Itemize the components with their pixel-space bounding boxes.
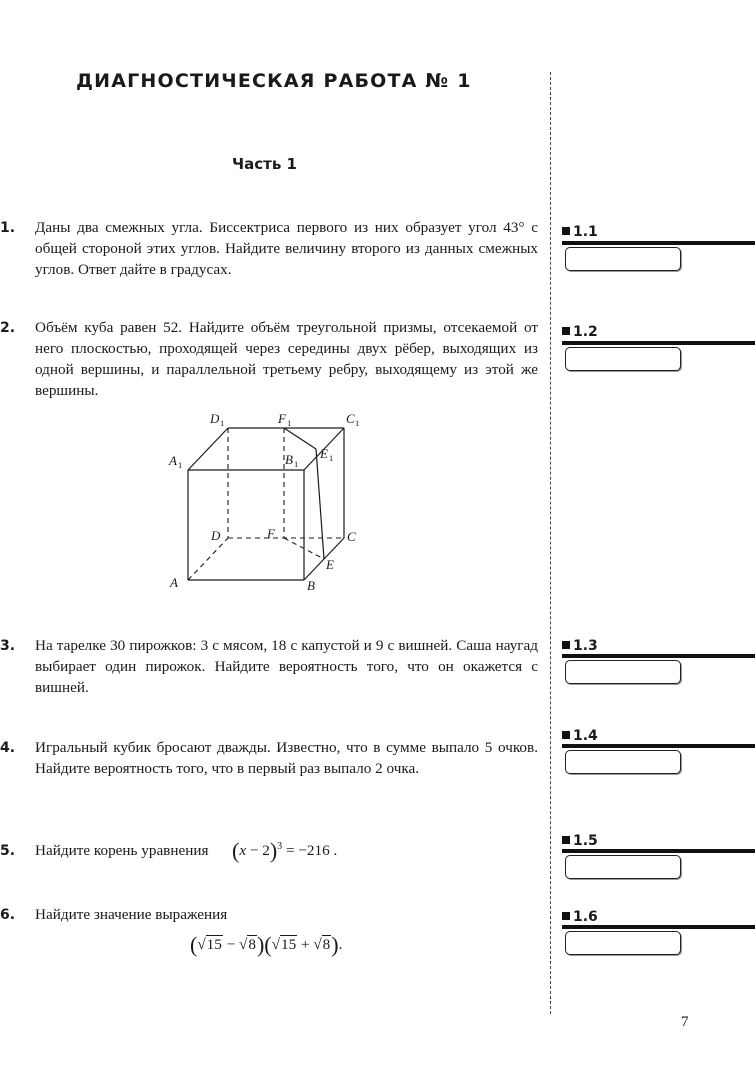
label-E1: E	[320, 446, 328, 461]
period: .	[338, 936, 343, 953]
question-number-1: 1.	[0, 220, 16, 236]
open-paren-1: (	[190, 932, 198, 957]
open-paren: (	[232, 838, 240, 863]
question-number-3: 3.	[0, 638, 16, 654]
answer-label-2	[562, 324, 598, 340]
close-paren-2: )	[331, 932, 339, 957]
label-E1-sub: 1	[329, 453, 334, 463]
question-text-1: Даны два смежных угла. Биссектриса первого из них образует угол 43° с общей стороной этих углов. Найдите величину второго из данных смежных углов. Ответ дайте в градусах.	[35, 219, 538, 278]
square-bullet-icon	[562, 912, 570, 920]
radicand-b: 8	[248, 936, 256, 953]
page-title: ДИАГНОСТИЧЕСКАЯ РАБОТА № 1	[76, 70, 472, 92]
answer-label-4	[562, 728, 598, 744]
label-A1: A	[169, 453, 177, 468]
radicand-d: 8	[322, 936, 331, 953]
question-text-2: Объём куба равен 52. Найдите объём треугольной призмы, отсекаемой от него плоскостью, проходящей через середины двух рёбер, выходящих из одной вершины, и параллельной третьему ребру, выходящему из этой же вершины.	[35, 319, 538, 399]
square-bullet-icon	[562, 641, 570, 649]
exponent: 3	[277, 840, 283, 852]
label-B1: B	[285, 452, 293, 467]
expression-6: (√15 − √8)(√15 + √8).	[190, 932, 343, 957]
label-D1: D	[210, 411, 220, 426]
answer-label-1	[562, 224, 598, 240]
square-bullet-icon	[562, 227, 570, 235]
answer-label-text: 1.6	[573, 909, 598, 925]
answer-bar-4	[562, 744, 755, 748]
square-bullet-icon	[562, 836, 570, 844]
question-text-6: Найдите значение выражения	[35, 906, 228, 923]
operator-plus: +	[297, 936, 314, 953]
answer-label-text: 1.5	[573, 833, 598, 849]
open-paren-2: (	[264, 932, 272, 957]
answer-box-4[interactable]	[565, 750, 681, 774]
square-bullet-icon	[562, 327, 570, 335]
question-number-4: 4.	[0, 740, 16, 756]
label-C1-sub: 1	[355, 418, 360, 428]
label-F1-sub: 1	[287, 418, 292, 428]
label-F: F	[267, 526, 275, 541]
answer-bar-5	[562, 849, 755, 853]
variable-x: x	[239, 842, 247, 859]
answer-bar-2	[562, 341, 755, 345]
operator-minus: −	[222, 936, 240, 953]
page-number: 7	[681, 1014, 689, 1030]
answer-box-2[interactable]	[565, 347, 681, 371]
answer-box-3[interactable]	[565, 660, 681, 684]
answer-label-text: 1.2	[573, 324, 598, 340]
question-number-5: 5.	[0, 843, 16, 859]
cube-figure	[160, 405, 390, 595]
label-B1-sub: 1	[294, 459, 299, 469]
part-heading: Часть 1	[232, 155, 297, 173]
answer-box-1[interactable]	[565, 247, 681, 271]
label-B: B	[307, 578, 315, 593]
radicand-c: 15	[280, 936, 297, 953]
label-A1-sub: 1	[178, 460, 183, 470]
label-C: C	[347, 529, 356, 544]
question-text-5: Найдите корень уравнения	[35, 842, 209, 859]
question-number-6: 6.	[0, 907, 16, 923]
answer-bar-1	[562, 241, 755, 245]
answer-bar-6	[562, 925, 755, 929]
question-number-2: 2.	[0, 320, 16, 336]
minus-two: − 2	[246, 842, 270, 859]
label-C1: C	[346, 411, 355, 426]
question-text-3: На тарелке 30 пирожков: 3 с мясом, 18 с капустой и 9 с вишней. Саша наугад выбирает один пирожок. Найдите вероятность того, что он окажется с вишней.	[35, 637, 538, 696]
answer-bar-3	[562, 654, 755, 658]
margin-divider	[550, 72, 551, 1014]
question-text-4: Игральный кубик бросают дважды. Известно, что в сумме выпало 5 очков. Найдите вероятность того, что в первый раз выпало 2 очка.	[35, 739, 538, 777]
equation-5	[232, 838, 337, 864]
answer-box-6[interactable]	[565, 931, 681, 955]
label-F1: F	[278, 411, 286, 426]
square-bullet-icon	[562, 731, 570, 739]
close-paren-1: )	[256, 932, 265, 957]
answer-label-5	[562, 833, 598, 849]
answer-label-text: 1.1	[573, 224, 598, 240]
equation-rhs: = −216 .	[282, 842, 338, 859]
label-D1-sub: 1	[220, 418, 225, 428]
label-D: D	[211, 528, 221, 543]
answer-label-6	[562, 909, 598, 925]
label-E: E	[326, 557, 334, 572]
radicand-a: 15	[206, 936, 222, 953]
answer-label-3	[562, 638, 598, 654]
answer-label-text: 1.3	[573, 638, 598, 654]
answer-label-text: 1.4	[573, 728, 598, 744]
label-A: A	[170, 575, 178, 590]
answer-box-5[interactable]	[565, 855, 681, 879]
close-paren: )	[269, 838, 278, 863]
